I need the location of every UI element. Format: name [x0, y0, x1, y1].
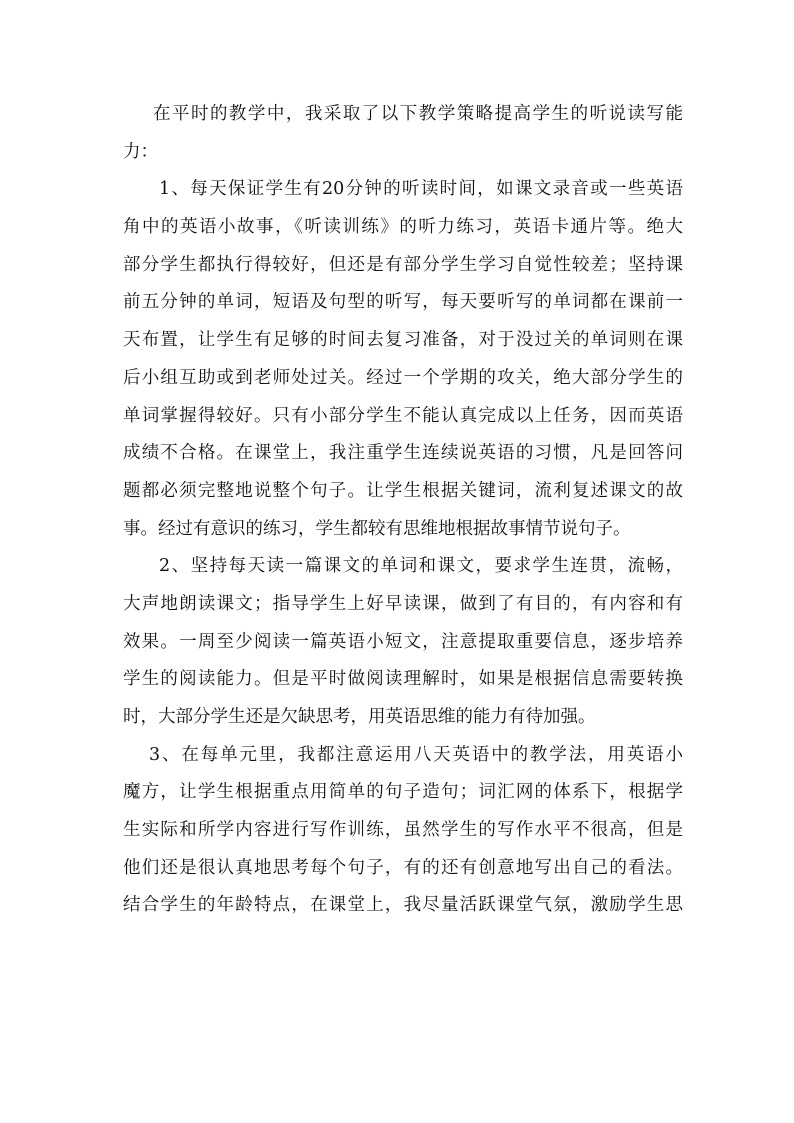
text-line: 力：	[123, 141, 158, 162]
text-line: 事。经过有意识的练习，学生都较有思维地根据故事情节说句子。	[123, 518, 631, 539]
text-line: 3、在每单元里，我都注意运用八天英语中的教学法，用英语小	[149, 744, 683, 765]
text-line: 大声地朗读课文；指导学生上好早读课，做到了有目的，有内容和有	[123, 593, 683, 614]
text-line: 效果。一周至少阅读一篇英语小短文，注意提取重要信息，逐步培养	[123, 631, 683, 652]
document-body	[123, 96, 683, 925]
text-line: 魔方，让学生根据重点用简单的句子造句；词汇网的体系下，根据学	[123, 782, 683, 803]
text-line: 他们还是很认真地思考每个句子，有的还有创意地写出自己的看法。	[123, 857, 683, 878]
text-line: 学生的阅读能力。但是平时做阅读理解时，如果是根据信息需要转换	[123, 669, 683, 690]
text-line: 1、每天保证学生有20分钟的听读时间，如课文录音或一些英语	[159, 179, 683, 200]
paragraph-point-3	[123, 737, 683, 925]
text-line: 后小组互助或到老师处过关。经过一个学期的攻关，绝大部分学生的	[123, 367, 683, 388]
text-line: 天布置，让学生有足够的时间去复习准备，对于没过关的单词则在课	[123, 330, 683, 351]
text-line: 部分学生都执行得较好，但还是有部分学生学习自觉性较差；坚持课	[123, 254, 683, 275]
text-line: 题都必须完整地说整个句子。让学生根据关键词，流利复述课文的故	[123, 480, 683, 501]
text-line: 生实际和所学内容进行写作训练，虽然学生的写作水平不很高，但是	[123, 820, 683, 841]
text-line: 成绩不合格。在课堂上，我注重学生连续说英语的习惯，凡是回答问	[123, 443, 683, 464]
paragraph-point-2	[123, 548, 683, 736]
text-line: 单词掌握得较好。只有小部分学生不能认真完成以上任务，因而英语	[123, 405, 683, 426]
text-line: 角中的英语小故事，《听读训练》的听力练习，英语卡通片等。绝大	[123, 217, 683, 238]
paragraph-intro	[123, 96, 683, 171]
text-line: 前五分钟的单词，短语及句型的听写，每天要听写的单词都在课前一	[123, 292, 683, 313]
text-line: 结合学生的年龄特点，在课堂上，我尽量活跃课堂气氛，激励学生思	[123, 895, 683, 916]
text-line: 2、坚持每天读一篇课文的单词和课文，要求学生连贯，流畅，	[159, 556, 683, 577]
text-line: 在平时的教学中，我采取了以下教学策略提高学生的听说读写能	[153, 104, 683, 124]
text-line: 时，大部分学生还是欠缺思考，用英语思维的能力有待加强。	[123, 707, 596, 727]
paragraph-point-1	[123, 171, 683, 548]
